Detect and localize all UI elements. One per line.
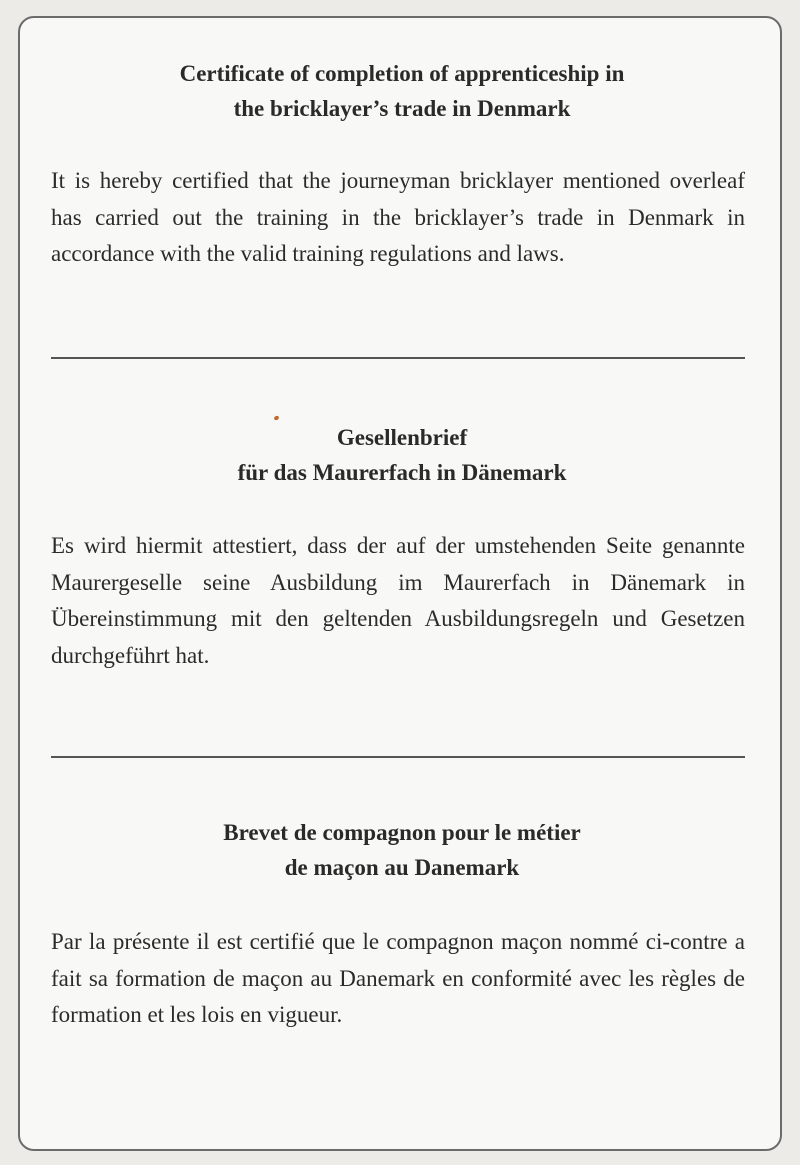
- english-title: [20, 56, 784, 126]
- english-title-line-2: the bricklayer’s trade in Denmark: [233, 96, 571, 121]
- german-title-line-2: für das Maurerfach in Dänemark: [237, 460, 567, 485]
- certificate-card: [18, 16, 782, 1151]
- french-title-line-1: Brevet de compagnon pour le métier: [223, 820, 581, 845]
- german-title-line-1: Gesellenbrief: [336, 425, 468, 450]
- french-title: [20, 815, 784, 885]
- divider-2: [51, 756, 745, 758]
- english-title-line-1: Certificate of completion of apprenticeship in: [179, 61, 625, 86]
- german-body: Es wird hiermit attestiert, dass der auf der umstehenden Seite genannte Maurergeselle seine Ausbildung im Maurerfach in Dänemark in Übereinstimmung mit den geltenden Ausbildungsregeln und Gesetzen durchgeführt hat.: [51, 533, 745, 668]
- french-body: Par la présente il est certifié que le compagnon maçon nommé ci-contre a fait sa formation de maçon au Danemark en conformité avec les règles de formation et les lois en vigueur.: [51, 929, 745, 1027]
- english-body: It is hereby certified that the journeyman bricklayer mentioned overleaf has carried out the training in the bricklayer’s trade in Denmark in accordance with the valid training regulations and laws.: [51, 168, 745, 266]
- divider-1: [51, 357, 745, 359]
- french-title-line-2: de maçon au Danemark: [284, 855, 520, 880]
- german-title: [20, 420, 784, 490]
